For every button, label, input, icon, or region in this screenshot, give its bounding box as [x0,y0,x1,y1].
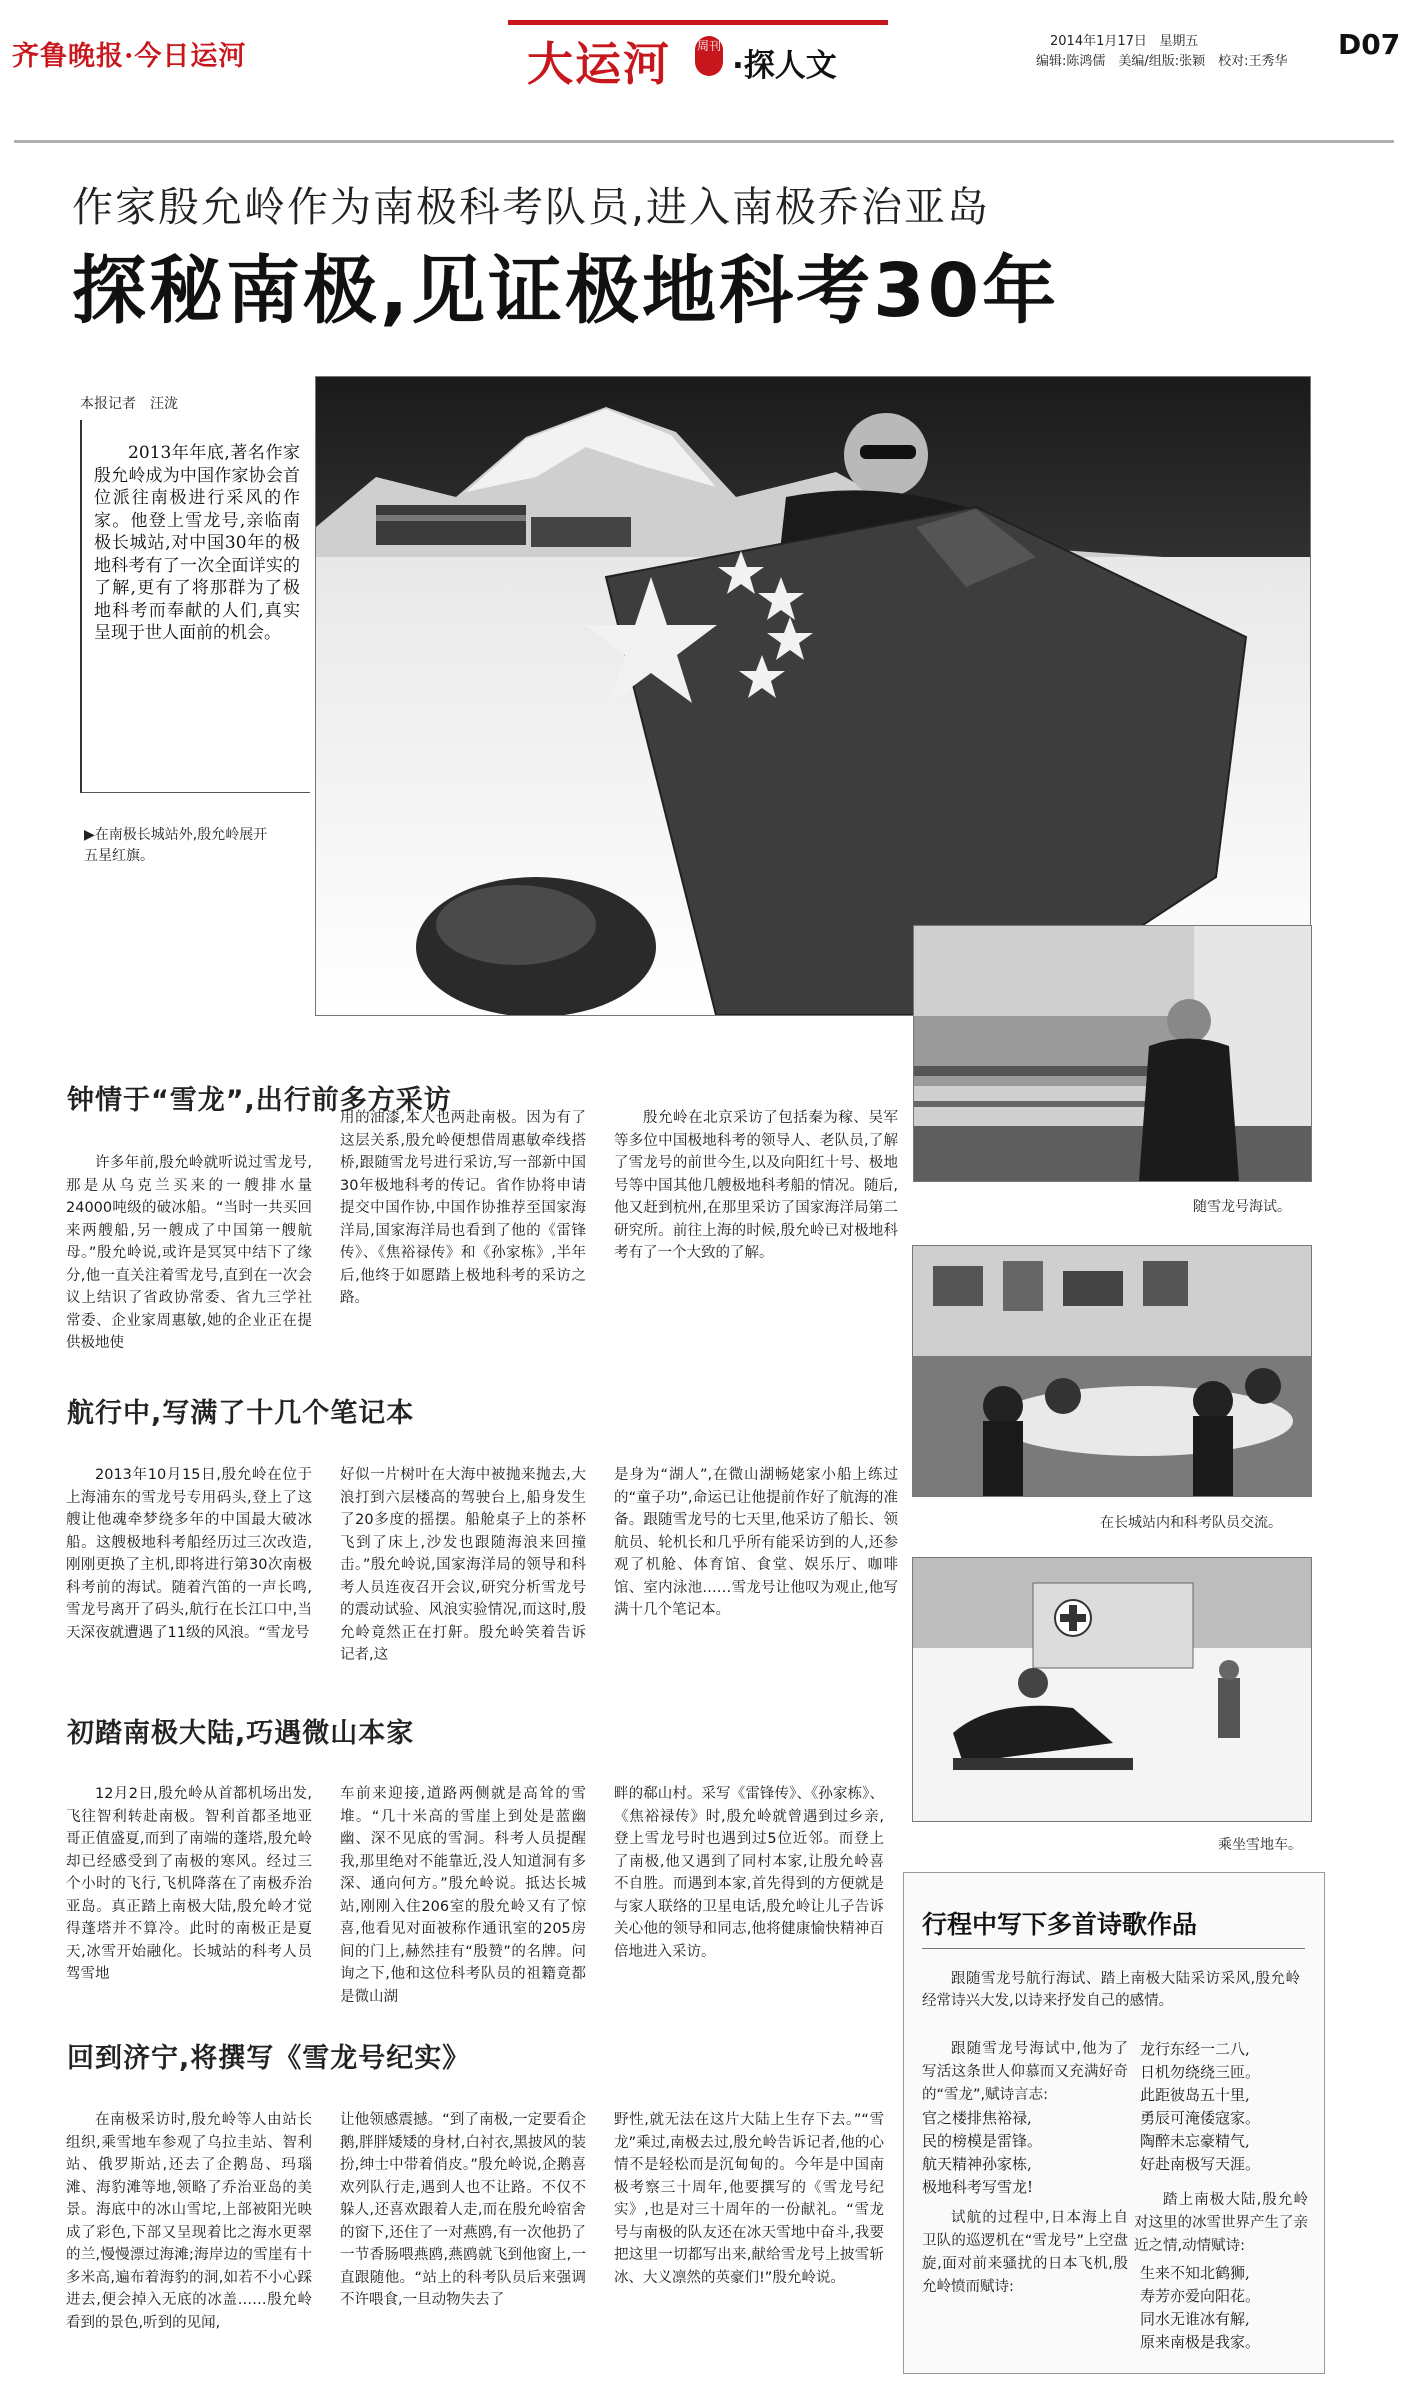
photo-ship-test [913,925,1312,1182]
main-photo [315,376,1311,1016]
section-4-col-1 [66,2109,312,2334]
station-illustration [913,1246,1311,1496]
poem-1-line: 民的榜模是雷锋。 [922,2132,1043,2150]
photo-station-exchange [912,1245,1312,1497]
poem-2-line: 日机勿绕绕三匝。 [1140,2063,1261,2081]
masthead-red-bar [508,20,888,25]
caption-snowmobile: 乘坐雪地车。 [1218,1837,1302,1853]
star-icon [585,577,717,703]
sidebar-para-2-text: 试航的过程中,日本海上自卫队的巡逻机在“雪龙号”上空盘旋,面对前来骚扰的日本飞机,殷允岭愤而赋诗: [922,2210,1128,2295]
photo-snowmobile [912,1557,1312,1822]
star-icon [758,577,804,620]
star-icon [739,655,785,698]
poem-3 [1140,2262,1260,2354]
issue-weekday: 星期五 [1159,34,1199,49]
lead-box [80,420,310,793]
editors-line: 编辑:陈鸿儒 美编/组版:张颖 校对:王秀华 [1036,54,1288,69]
poem-2-line: 龙行东经一二八, [1140,2040,1250,2058]
sidebar-heading: 行程中写下多首诗歌作品 [922,1910,1198,1939]
section-1-text-3: 殷允岭在北京采访了包括秦为稼、吴军等多位中国极地科考的领导人、老队员,了解了雪龙号的前世今生,以及向阳红十号、极地号等中国其他几艘极地科考船的情况。随后,他又赶到杭州,在那里采访了国家海洋局第二研究所。前往上海的时候,殷允岭已对极地科考有了一个大致的了解。 [614,1110,898,1261]
poem-1-line: 官之楼排焦裕禄, [922,2109,1032,2127]
section-3-col-3 [614,1783,884,1963]
poem-1-line: 航天精神孙家栋, [922,2155,1032,2173]
sidebar-para-3 [1134,2189,1308,2258]
byline: 本报记者 汪泷 [80,396,178,412]
section-3-text-3: 畔的郗山村。采写《雷锋传》、《孙家栋》、《焦裕禄传》时,殷允岭就曾遇到过乡亲,登上雪龙号时也遇到过5位近邻。而登上了南极,他又遇到了同村本家,让殷允岭喜不自胜。而遇到本家,首先得到的方便就是与家人联络的卫星电话,殷允岭让儿子告诉关心他的领导和同志,他将健康愉快精神百倍地进入采访。 [614,1786,884,1960]
sidebar-heading-rule [922,1948,1305,1949]
sidebar-intro-text: 跟随雪龙号航行海试、踏上南极大陆采访采风,殷允岭经常诗兴大发,以诗来抒发自己的感情。 [922,1971,1300,2009]
article-subtitle: 作家殷允岭作为南极科考队员,进入南极乔治亚岛 [72,183,991,231]
section-heading-2: 航行中,写满了十几个笔记本 [67,1398,415,1429]
sidebar-para-2 [922,2207,1128,2299]
poem-2-line: 好赴南极写天涯。 [1140,2155,1261,2173]
channel-name: 大运河 [527,37,671,91]
section-1-text-2: 用的油漆,本人也两赴南极。因为有了这层关系,殷允岭便想借周惠敏牵线搭桥,跟随雪龙号进行采访,写一部新中国30年极地科考的传记。省作协将申请提交中国作协,中国作协推荐至国家海洋局,国家海洋局也看到了他的《雷锋传》、《焦裕禄传》和《孙家栋》,半年后,他终于如愿踏上极地科考的采访之路。 [340,1110,586,1306]
column-name: ·探人文 [732,48,837,84]
section-2-col-3 [614,1464,898,1622]
section-2-text-3: 是身为“湖人”,在微山湖畅姥家小船上练过的“童子功”,命运已让他提前作好了航海的准备。跟随雪龙号的七天里,他采访了船长、领航员、轮机长和几乎所有能采访到的人,还参观了机舱、体育馆、食堂、娱乐厅、咖啡馆、室内泳池……雪龙号让他叹为观止,他写满十几个笔记本。 [614,1467,898,1618]
section-1-col-3 [614,1107,898,1265]
poem-2 [1140,2038,1260,2176]
poem-2-line: 勇辰可淹倭寇家。 [1140,2109,1261,2127]
sidebar-intro [922,1968,1300,2012]
section-2-col-1 [66,1464,312,1644]
section-1-col-1 [66,1152,312,1355]
flag-stars [576,497,876,797]
section-3-text-2: 车前来迎接,道路两侧就是高耸的雪堆。“几十米高的雪崖上到处是蓝幽幽、深不见底的雪洞。科考人员提醒我,那里绝对不能靠近,没人知道洞有多深、通向何方。”殷允岭说。抵达长城站,刚刚入住206室的殷允岭又有了惊喜,他看见对面被称作通讯室的205房间的门上,赫然挂有“殷赞”的名牌。问询之下,他和这位科考队员的祖籍竟都是微山湖 [340,1786,586,2005]
masthead-rule [14,140,1394,143]
article-title: 探秘南极,见证极地科考30年 [72,248,1060,334]
section-2-text-1: 2013年10月15日,殷允岭在位于上海浦东的雪龙号专用码头,登上了这艘让他魂牵梦绕多年的中国最大破冰船。这艘极地科考船经历过三次改造,刚刚更换了主机,即将进行第30次南极科考前的海试。随着汽笛的一声长鸣,雪龙号离开了码头,航行在长江口中,当天深夜就遭遇了11级的风浪。“雪龙号 [66,1467,312,1641]
caption-ship-test: 随雪龙号海试。 [1193,1199,1291,1215]
section-4-text-2: 让他领感震撼。“到了南极,一定要看企鹅,胖胖矮矮的身材,白衬衣,黑披风的装扮,绅士中带着俏皮。”殷允岭说,企鹅喜欢列队行走,遇到人也不让路。不仅不躲人,还喜欢跟着人走,而在殷允岭宿舍的窗下,还住了一对燕鸥,有一次他扔了一节香肠喂燕鸥,燕鸥就飞到他窗上,一直跟随他。“站上的科考队员后来强调不许喂食,一旦动物失去了 [340,2112,586,2308]
poem-3-line: 同水无谁冰有解, [1140,2310,1250,2328]
sidebar-para-1 [922,2038,1128,2107]
lead-text: 2013年年底,著名作家殷允岭成为中国作家协会首位派往南极进行采风的作家。他登上雪龙号,亲临南极长城站,对中国30年的极地科考有了一次全面详实的了解,更有了将那群为了极地科考而奉献的人们,真实呈现于世人面前的机会。 [94,443,300,643]
section-4-text-1: 在南极采访时,殷允岭等人由站长组织,乘雪地车参观了乌拉圭站、智利站、俄罗斯站,还去了企鹅岛、玛瑙滩、海豹滩等地,领略了乔治亚岛的美景。海底中的冰山雪坨,上部被阳光映成了彩色,下部又呈现着比之海水更翠的兰,慢慢漂过海滩;海岸边的雪崖有十多米高,遍布着海豹的洞,如若不小心踩进去,便会掉入无底的冰盖……殷允岭看到的景色,听到的见闻, [66,2112,312,2331]
poem-3-line: 寿芳亦爱向阳花。 [1140,2287,1261,2305]
ship-illustration [914,926,1311,1181]
date-line [1050,30,1198,49]
star-icon [767,617,813,660]
section-1-col-2 [340,1107,586,1310]
paper-name: 齐鲁晚报·今日运河 [12,41,247,72]
section-3-text-1: 12月2日,殷允岭从首都机场出发,飞往智利转赴南极。智利首都圣地亚哥正值盛夏,而到了南端的蓬塔,殷允岭却已经感受到了南极的寒风。经过三个小时的飞行,飞机降落在了南极乔治亚岛。真正踏上南极大陆,殷允岭才觉得蓬塔并不算冷。此时的南极正是夏天,冰雪开始融化。长城站的科考人员驾雪地 [66,1786,312,1982]
sidebar-para-1-text: 跟随雪龙号海试中,他为了写活这条世人仰慕而又充满好奇的“雪龙”,赋诗言志: [922,2041,1128,2103]
star-icon [718,551,764,594]
section-4-col-3 [614,2109,884,2289]
section-heading-4: 回到济宁,将撰写《雪龙号纪实》 [67,2043,471,2074]
main-photo-caption: ▶在南极长城站外,殷允岭展开五星红旗。 [84,827,268,864]
section-1-text-1: 许多年前,殷允岭就听说过雪龙号,那是从乌克兰买来的一艘排水量24000吨级的破冰船。“当时一共买回来两艘船,另一艘成了中国第一艘航母。”殷允岭说,或许是冥冥中结下了缘分,他一直关注着雪龙号,直到在一次会议上结识了省政协常委、省九三学社常委、企业家周惠敏,她的企业正在提供极地使 [66,1155,312,1351]
poem-1 [922,2107,1042,2199]
poem-2-line: 陶醉未忘豪精气, [1140,2132,1250,2150]
caption-station-exchange: 在长城站内和科考队员交流。 [1100,1515,1282,1531]
issue-date: 2014年1月17日 [1050,34,1147,49]
poem-2-line: 此距彼岛五十里, [1140,2086,1250,2104]
section-4-text-3: 野性,就无法在这片大陆上生存下去。”“雪龙”乘过,南极去过,殷允岭告诉记者,他的心情不是轻松而是沉甸甸的。今年是中国南极考察三十周年,他要撰写的《雪龙号纪实》,也是对三十周年的一份献礼。“雪龙号与南极的队友还在冰天雪地中奋斗,我要把这里一切都写出来,献给雪龙号上披雪斩冰、大义凛然的英豪们!”殷允岭说。 [614,2112,884,2286]
section-4-col-2 [340,2109,586,2312]
section-2-col-2 [340,1464,586,1667]
section-heading-1: 钟情于“雪龙”,出行前多方采访 [67,1085,452,1116]
sidebar-para-3-text: 踏上南极大陆,殷允岭对这里的冰雪世界产生了亲近之情,动情赋诗: [1134,2192,1308,2254]
section-heading-3: 初踏南极大陆,巧遇微山本家 [67,1718,415,1749]
poem-3-line: 原来南极是我家。 [1140,2333,1261,2351]
snowmobile-illustration [913,1558,1311,1821]
poem-1-line: 极地科考写雪龙! [922,2178,1034,2196]
page-number: D07 [1338,28,1401,61]
channel-badge: 周刊 [695,36,723,76]
section-3-col-2 [340,1783,586,2008]
poem-3-line: 生来不知北鹤狮, [1140,2264,1250,2282]
section-3-col-1 [66,1783,312,1986]
section-2-text-2: 好似一片树叶在大海中被抛来抛去,大浪打到六层楼高的驾驶台上,船身发生了20多度的摇摆。船舱桌子上的茶杯飞到了床上,沙发也跟随海浪来回撞击。”殷允岭说,国家海洋局的领导和科考人员连夜召开会议,研究分析雪龙号的震动试验、风浪实验情况,而这时,殷允岭竟然正在打鼾。殷允岭笑着告诉记者,这 [340,1467,586,1663]
